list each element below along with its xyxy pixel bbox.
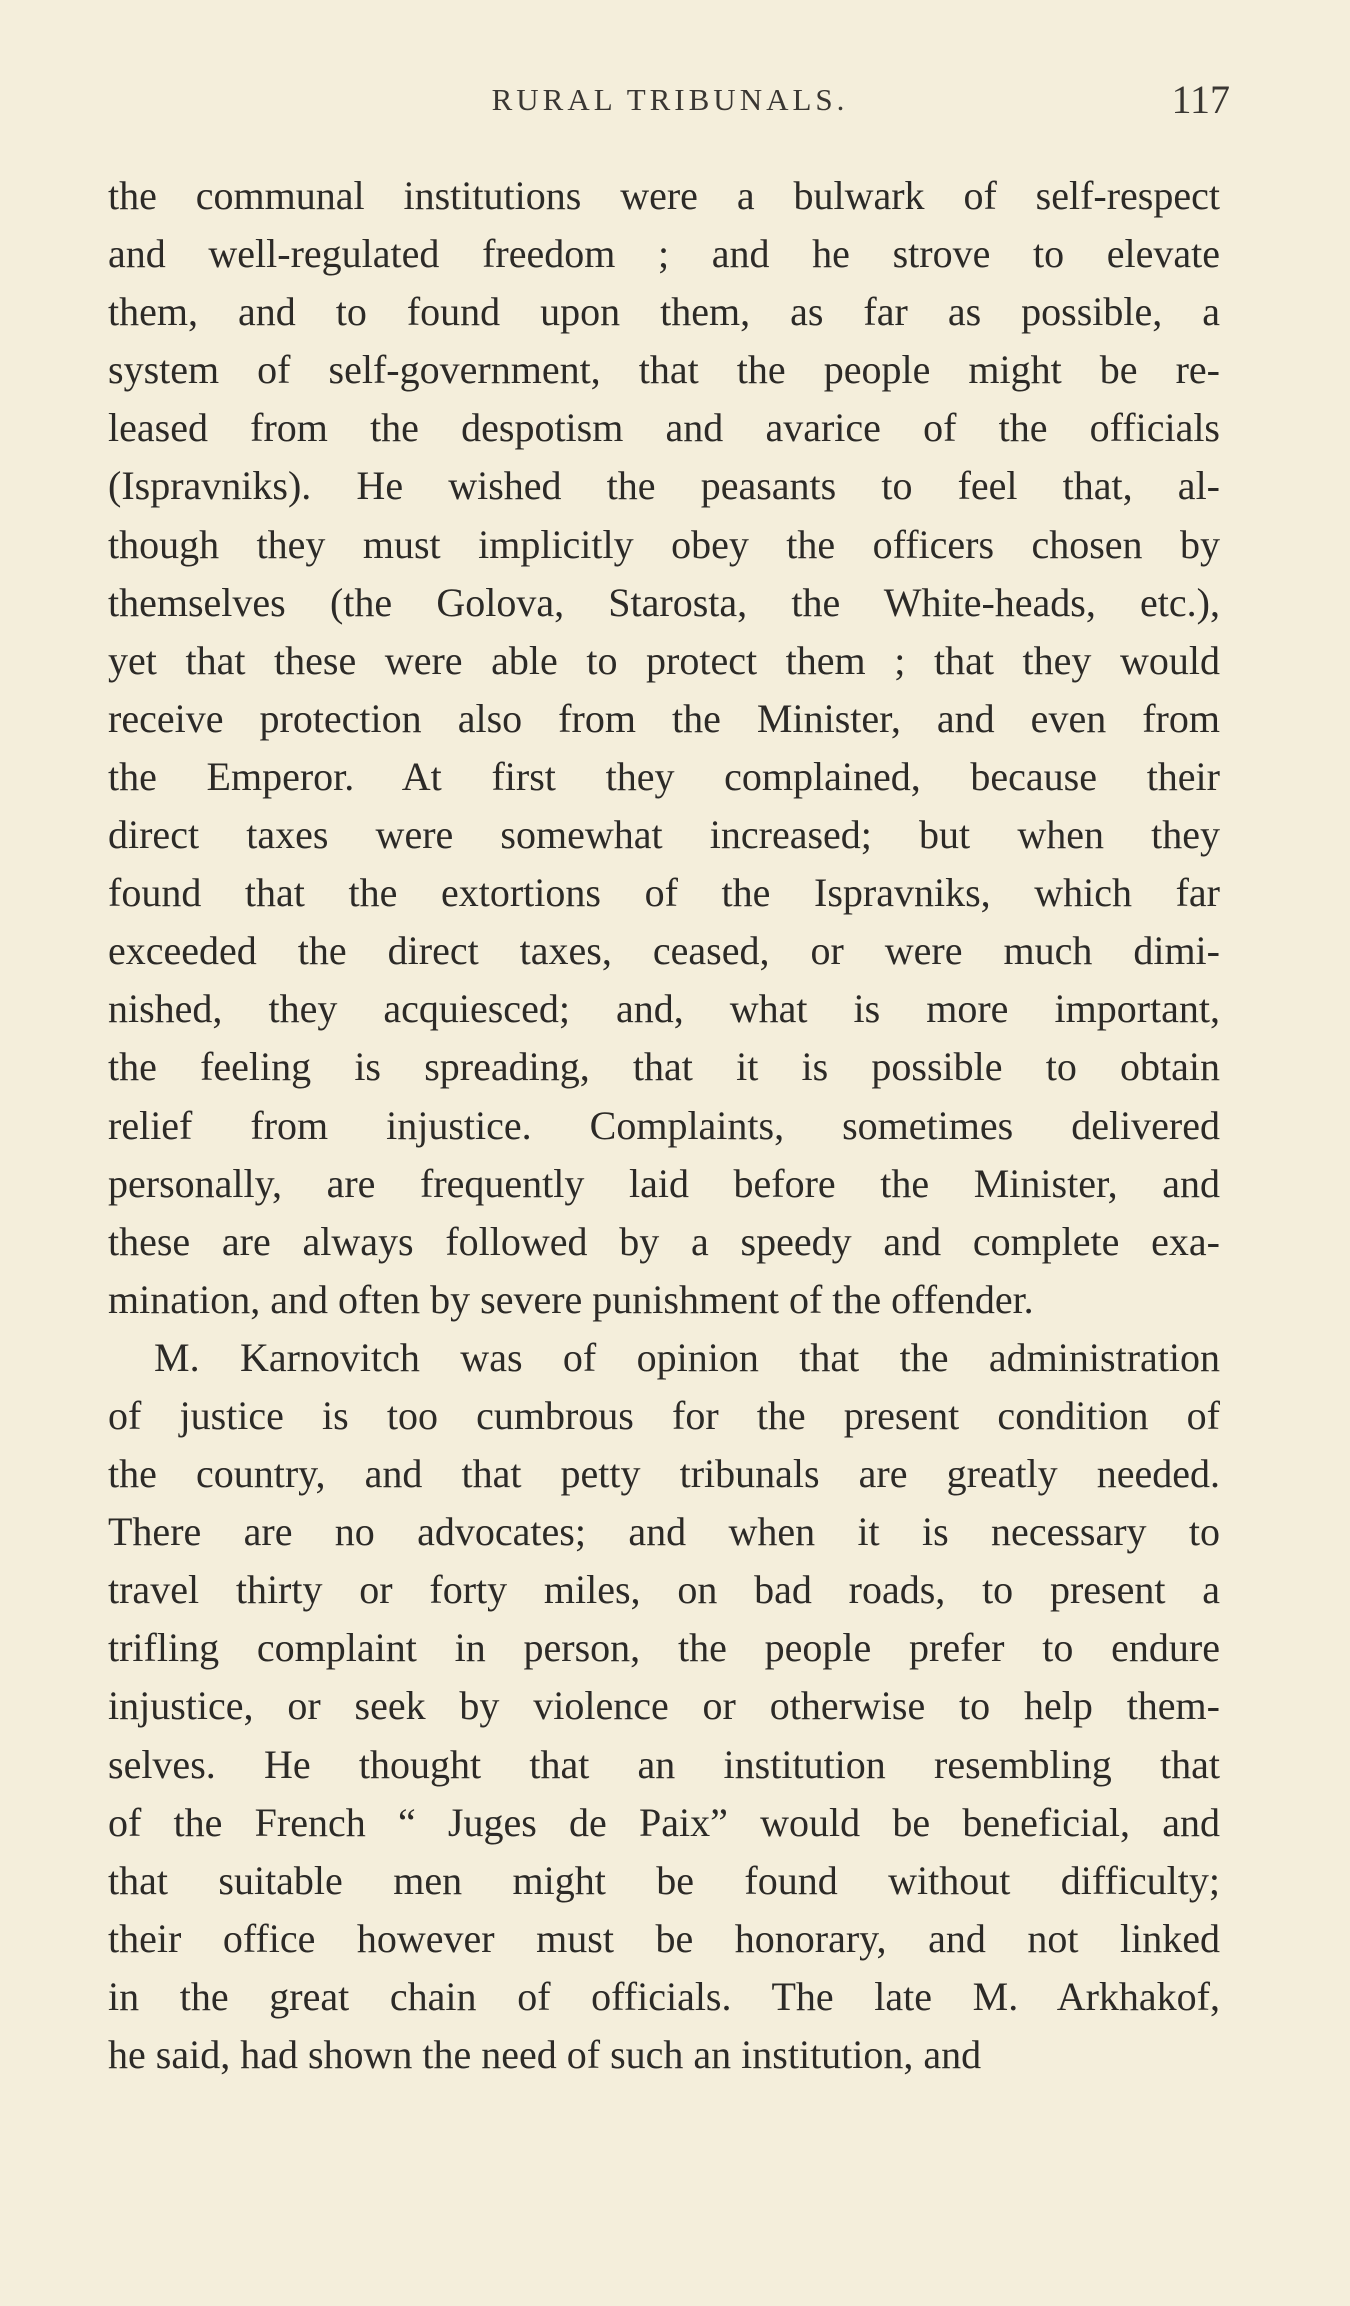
text-line: trifling complaint in person, the people prefer to endure <box>108 1625 1220 1671</box>
text-line: the country, and that petty tribunals are greatly needed. <box>108 1451 1220 1497</box>
text-line: leased from the despotism and avarice of the officials <box>108 405 1220 451</box>
text-line: that suitable men might be found without difficulty; <box>108 1857 1220 1903</box>
text-line: though they must implicitly obey the officers chosen by <box>108 521 1220 567</box>
text-line: their office however must be honorary, and not linked <box>108 1915 1220 1961</box>
text-line: them, and to found upon them, as far as possible, a <box>108 289 1220 335</box>
page-number: 117 <box>1171 77 1230 122</box>
body-text <box>108 167 1220 2084</box>
text-line: yet that these were able to protect them ; that they would <box>108 637 1220 683</box>
text-line: nished, they acquiesced; and, what is more important, <box>108 986 1220 1032</box>
text-line: travel thirty or forty miles, on bad roads, to present a <box>108 1567 1220 1613</box>
text-line: direct taxes were somewhat increased; but when they <box>108 812 1220 858</box>
text-line: the Emperor. At first they complained, because their <box>108 753 1220 799</box>
text-line: mination, and often by severe punishment of the offender. <box>108 1276 1034 1322</box>
text-line: injustice, or seek by violence or otherwise to help them- <box>108 1683 1220 1729</box>
running-head <box>110 76 1230 126</box>
text-line: the communal institutions were a bulwark of self-respect <box>108 173 1220 218</box>
running-title: RURAL TRIBUNALS. <box>491 82 849 117</box>
text-line: found that the extortions of the Ispravniks, which far <box>108 870 1220 916</box>
text-line: of the French “ Juges de Paix” would be beneficial, and <box>108 1799 1220 1845</box>
text-line: exceeded the direct taxes, ceased, or were much dimi- <box>108 928 1220 974</box>
text-line: themselves (the Golova, Starosta, the White-heads, etc.), <box>108 579 1220 625</box>
text-line: system of self-government, that the people might be re- <box>108 347 1220 393</box>
text-line: receive protection also from the Minister, and even from <box>108 695 1220 741</box>
text-line: the feeling is spreading, that it is possible to obtain <box>108 1044 1220 1090</box>
text-line: M. Karnovitch was of opinion that the administration <box>154 1334 1220 1380</box>
text-line: (Ispravniks). He wished the peasants to feel that, al- <box>108 463 1220 509</box>
text-line: these are always followed by a speedy and complete exa- <box>108 1218 1220 1264</box>
text-line: he said, had shown the need of such an institution, and <box>108 2032 982 2077</box>
text-line: personally, are frequently laid before the Minister, and <box>108 1160 1220 1206</box>
text-line: in the great chain of officials. The late M. Arkhakof, <box>108 1973 1220 2019</box>
text-line: and well-regulated freedom ; and he strove to elevate <box>108 231 1220 277</box>
text-line: There are no advocates; and when it is necessary to <box>108 1509 1220 1555</box>
text-line: relief from injustice. Complaints, sometimes delivered <box>108 1102 1220 1148</box>
text-line: of justice is too cumbrous for the present condition of <box>108 1392 1220 1438</box>
text-line: selves. He thought that an institution resembling that <box>108 1741 1220 1787</box>
